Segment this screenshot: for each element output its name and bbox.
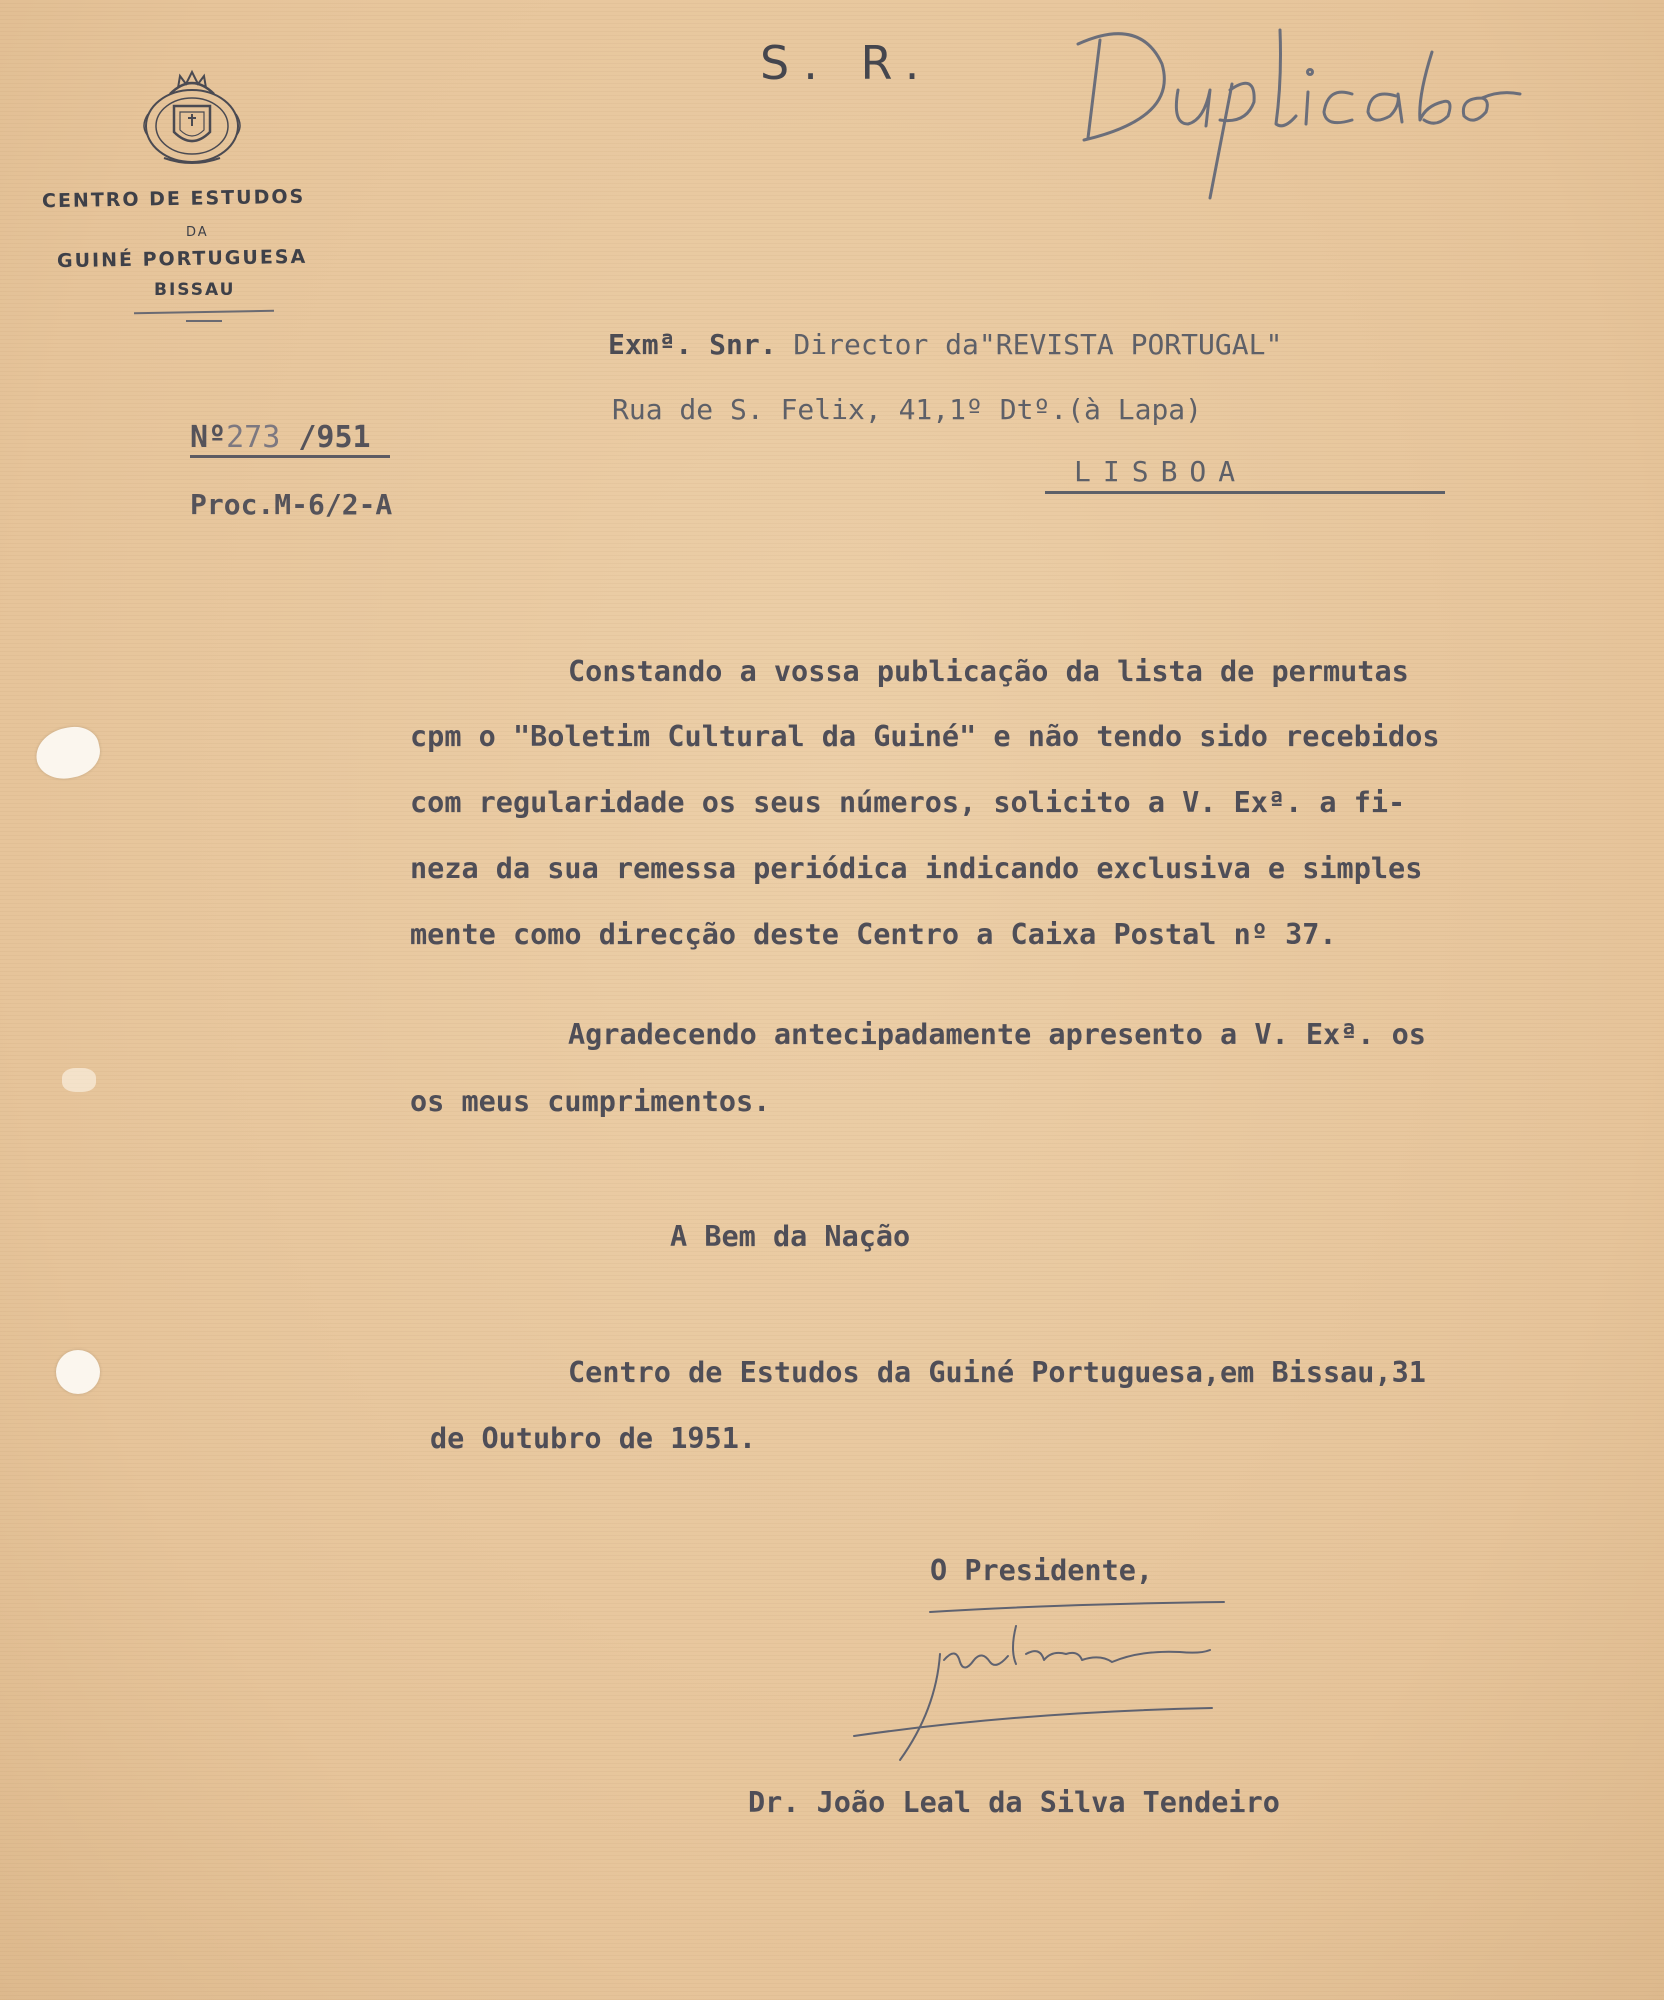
body-paragraph-2-line-1: Agradecendo antecipadamente apresento a V. Exª. os	[568, 1018, 1426, 1051]
address-salutation: Exmª. Snr.	[608, 328, 777, 361]
address-street: Rua de S. Felix, 41,1º Dtº.(à Lapa)	[612, 393, 1203, 426]
body-paragraph-2-line-2: os meus cumprimentos.	[410, 1085, 771, 1118]
signature	[840, 1590, 1240, 1780]
reference-number-faint: 273	[226, 420, 281, 455]
handwritten-annotation	[1070, 20, 1590, 210]
punch-hole-bottom	[56, 1350, 100, 1394]
letterhead-line-4: BISSAU	[154, 280, 236, 300]
body-paragraph-1-line-5: mente como direcção deste Centro a Caixa Postal nº 37.	[410, 918, 1337, 951]
letterhead-line-1: CENTRO DE ESTUDOS	[41, 185, 306, 213]
punch-hole-scar	[62, 1068, 96, 1092]
body-paragraph-1-line-1: Constando a vossa publicação da lista de permutas	[568, 655, 1409, 688]
letterhead-line-3: GUINÉ PORTUGUESA	[56, 245, 308, 273]
place-date-line-1: Centro de Estudos da Guiné Portuguesa,em Bissau,31	[568, 1356, 1426, 1389]
address-city: LISBOA	[1074, 455, 1248, 488]
address-recipient-name: Director da"REVISTA PORTUGAL"	[776, 328, 1283, 361]
letterhead-line-2: DA	[186, 225, 209, 240]
coat-of-arms-icon	[134, 66, 250, 170]
reference-underline	[190, 455, 390, 458]
reference-number	[190, 420, 371, 455]
body-paragraph-1-line-3: com regularidade os seus números, solicito a V. Exª. a fi-	[410, 786, 1406, 819]
reference-number-rest: /951	[280, 420, 371, 455]
signer-name: Dr. João Leal da Silva Tendeiro	[748, 1786, 1280, 1819]
letterhead-rule-short	[186, 320, 222, 322]
letterhead-rule	[134, 310, 274, 314]
closing-formula: A Bem da Nação	[670, 1220, 911, 1253]
body-paragraph-1-line-2: cpm o "Boletim Cultural da Guiné" e não tendo sido recebidos	[410, 720, 1440, 753]
address-underline	[1045, 491, 1445, 494]
process-number: Proc.M-6/2-A	[190, 488, 393, 521]
address-recipient	[608, 328, 1282, 361]
reference-number-prefix: Nº	[190, 420, 227, 455]
punch-hole-top	[32, 722, 105, 784]
header-mark: S. R.	[760, 36, 934, 90]
place-date-line-2: de Outubro de 1951.	[430, 1422, 757, 1455]
body-paragraph-1-line-4: neza da sua remessa periódica indicando exclusiva e simples	[410, 852, 1423, 885]
signoff: O Presidente,	[930, 1554, 1154, 1587]
